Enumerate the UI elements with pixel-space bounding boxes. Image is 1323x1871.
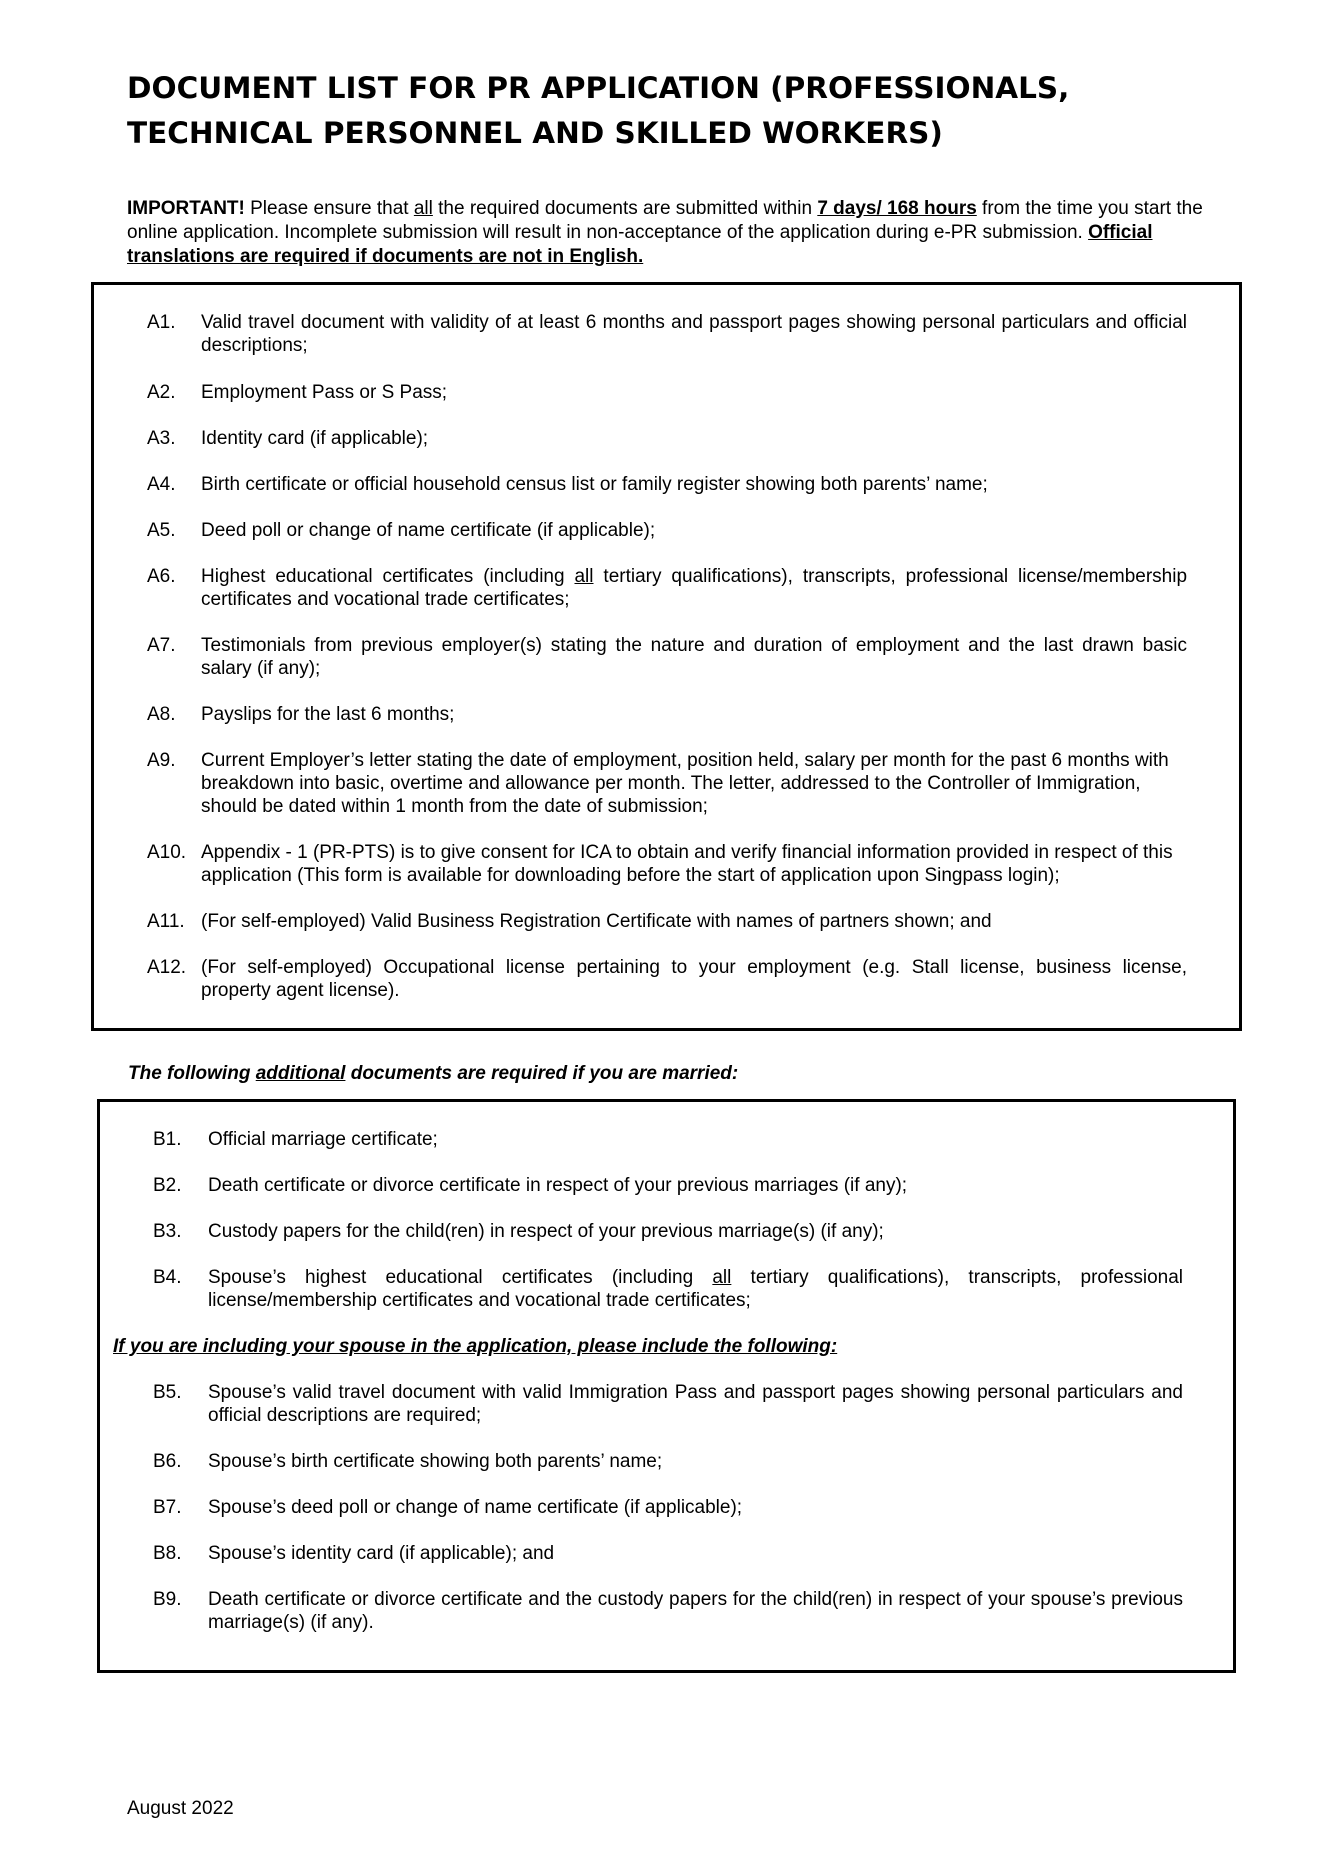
intro-text-1: Please ensure that — [244, 198, 414, 219]
title-line-2: TECHNICAL PERSONNEL AND SKILLED WORKERS) — [127, 116, 943, 150]
item-text: Highest educational certificates (including all tertiary qualifications), transcripts, professional license/membership certificates and vocational trade certificates; — [201, 566, 1188, 610]
item-text: Spouse’s highest educational certificates (including all tertiary qualifications), transcripts, professional license/membership certificates and vocational trade certificates; — [208, 1267, 1183, 1311]
item-text: Employment Pass or S Pass; — [201, 382, 448, 403]
item-number: B8. — [153, 1543, 182, 1564]
item-text: Spouse’s birth certificate showing both parents’ name; — [208, 1451, 663, 1472]
section-a-box — [91, 282, 1242, 1031]
item-number: A5. — [147, 520, 176, 541]
item-number: A4. — [147, 474, 176, 495]
item-text: Valid travel document with validity of at least 6 months and passport pages showing personal particulars and official descriptions; — [201, 312, 1187, 356]
title-line-1: DOCUMENT LIST FOR PR APPLICATION (PROFESSIONALS, — [127, 71, 1070, 105]
item-text: Spouse’s identity card (if applicable); and — [208, 1543, 555, 1564]
item-number: A3. — [147, 428, 176, 449]
translation-note: Official translations are required if documents are not in English. — [127, 222, 1153, 267]
item-number: B3. — [153, 1221, 182, 1242]
footer-date: August 2022 — [127, 1798, 234, 1819]
item-number: B5. — [153, 1382, 182, 1403]
item-number: B9. — [153, 1589, 182, 1610]
item-text: (For self-employed) Valid Business Registration Certificate with names of partners shown; and — [201, 911, 992, 932]
section-b-caption: The following additional documents are required if you are married: — [128, 1063, 739, 1084]
item-text: Custody papers for the child(ren) in respect of your previous marriage(s) (if any); — [208, 1221, 884, 1242]
page-title — [127, 66, 1227, 156]
item-number: A1. — [147, 312, 176, 333]
item-number: A2. — [147, 382, 176, 403]
item-number: B7. — [153, 1497, 182, 1518]
item-number: A10. — [147, 842, 187, 863]
spouse-section-heading: If you are including your spouse in the application, please include the following: — [113, 1336, 838, 1357]
item-number: B1. — [153, 1129, 182, 1150]
item-number: B4. — [153, 1267, 182, 1288]
item-text: Payslips for the last 6 months; — [201, 704, 455, 725]
item-number: A6. — [147, 566, 176, 587]
item-text: Spouse’s deed poll or change of name certificate (if applicable); — [208, 1497, 743, 1518]
intro-text-3: from the time you start the online application. Incomplete submission will result in non-acceptance of the application during e-PR submission. — [127, 198, 1203, 243]
intro-paragraph — [127, 197, 1212, 269]
item-number: A8. — [147, 704, 176, 725]
item-text: Appendix - 1 (PR-PTS) is to give consent for ICA to obtain and verify financial information provided in respect of this application (This form is available for downloading before the start of application upon Singpass login); — [201, 842, 1173, 886]
item-text: Spouse’s valid travel document with valid Immigration Pass and passport pages showing personal particulars and official descriptions are required; — [208, 1382, 1183, 1426]
item-number: B2. — [153, 1175, 182, 1196]
item-number: A11. — [147, 911, 185, 932]
item-text: Identity card (if applicable); — [201, 428, 429, 449]
intro-all-emphasis: all — [413, 198, 433, 219]
item-text: Official marriage certificate; — [208, 1129, 438, 1150]
item-text: (For self-employed) Occupational license pertaining to your employment (e.g. Stall license, business license, property agent license). — [201, 957, 1187, 1001]
intro-text-2: the required documents are submitted within — [432, 198, 818, 219]
item-text: Current Employer’s letter stating the date of employment, position held, salary per month for the past 6 months with breakdown into basic, overtime and allowance per month. The letter, addressed to the Controller of Immigration, should be dated within 1 month from the date of submission; — [201, 750, 1169, 817]
submission-deadline: 7 days/ 168 hours — [817, 198, 977, 219]
item-number: A9. — [147, 750, 176, 771]
item-text: Deed poll or change of name certificate (if applicable); — [201, 520, 656, 541]
important-label: IMPORTANT! — [127, 198, 245, 219]
item-text: Birth certificate or official household census list or family register showing both parents’ name; — [201, 474, 988, 495]
item-text: Testimonials from previous employer(s) stating the nature and duration of employment and the last drawn basic salary (if any); — [201, 635, 1187, 679]
item-number: B6. — [153, 1451, 182, 1472]
section-b-box — [97, 1099, 1236, 1673]
item-text: Death certificate or divorce certificate in respect of your previous marriages (if any); — [208, 1175, 908, 1196]
item-text: Death certificate or divorce certificate and the custody papers for the child(ren) in respect of your spouse’s previous marriage(s) (if any). — [208, 1589, 1183, 1633]
item-number: A7. — [147, 635, 176, 656]
item-number: A12. — [147, 957, 187, 978]
